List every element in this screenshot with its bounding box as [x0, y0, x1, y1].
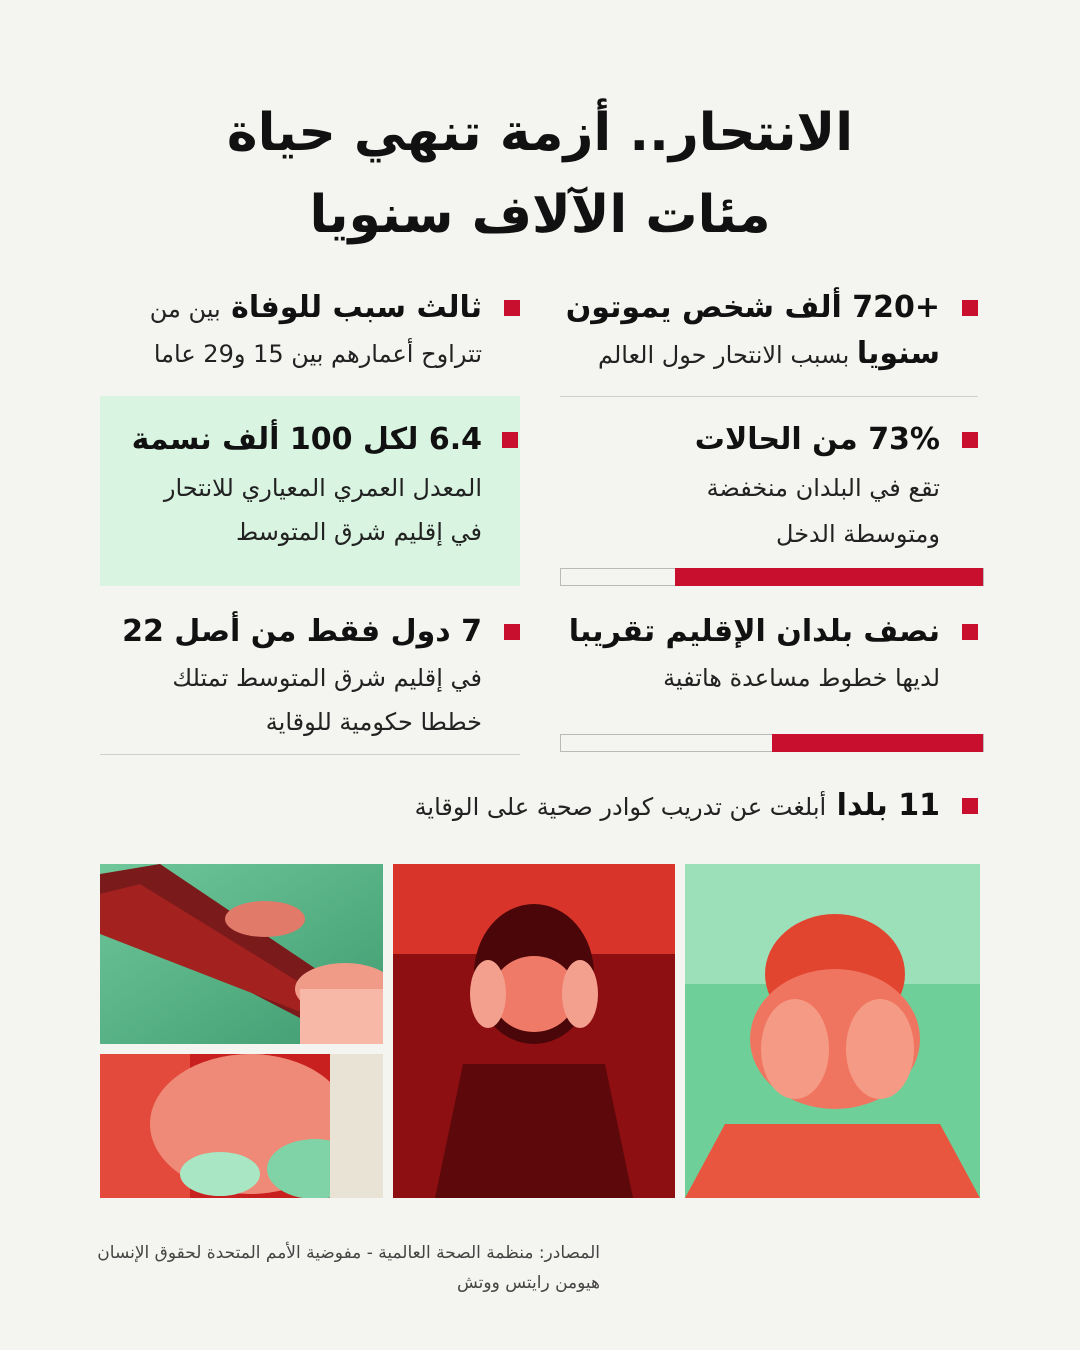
- stat-body-line-1: المعدل العمري المعياري للانتحار: [163, 474, 482, 502]
- stat-third-cause: [100, 286, 520, 386]
- stat-heading-bold: 11 بلدا: [836, 788, 940, 823]
- page-title: [0, 92, 1080, 256]
- stat-prevention-plans: [100, 610, 520, 750]
- bullet-marker: [962, 300, 978, 316]
- stat-body-line-1: لديها خطوط مساعدة هاتفية: [663, 664, 940, 692]
- stat-body-line-2: في إقليم شرق المتوسط: [235, 518, 482, 546]
- stat-rate-highlight: [100, 396, 520, 586]
- photo-man-covering-face: [685, 864, 980, 1198]
- bullet-marker: [504, 624, 520, 640]
- man-photo-image: [685, 864, 980, 1198]
- woman-photo-image: [393, 864, 675, 1198]
- source-note: [97, 1238, 600, 1298]
- divider: [560, 396, 978, 397]
- bullet-marker: [962, 798, 978, 814]
- stat-body-line-1: تقع في البلدان منخفضة: [706, 474, 940, 502]
- title-line-2: مئات الآلاف سنويا: [309, 185, 771, 245]
- stat-body-text: بسبب الانتحار حول العالم: [597, 341, 850, 369]
- stat-heading: 7 دول فقط من أصل 22: [122, 614, 482, 649]
- photo-woman-head-in-hands: [393, 864, 675, 1198]
- railing-photo-image: [100, 864, 383, 1044]
- stat-body-line-2: ومتوسطة الدخل: [776, 520, 940, 548]
- stat-heading: 73% من الحالات: [694, 422, 940, 457]
- stat-heading: 6.4 لكل 100 ألف نسمة: [131, 422, 482, 457]
- bullet-marker: [962, 624, 978, 640]
- stat-body: تتراوح أعمارهم بين 15 و29 عاما: [153, 340, 482, 368]
- stat-heading: [415, 784, 940, 829]
- stat-deaths-per-year: [560, 286, 978, 386]
- photo-hands-on-railing: [100, 864, 383, 1044]
- title-line-1: الانتحار.. أزمة تنهي حياة: [226, 103, 854, 163]
- stat-heading-rest: بين من: [149, 295, 221, 323]
- progress-bar: [560, 734, 984, 752]
- progress-bar: [560, 568, 984, 586]
- stat-body-text: أبلغت عن تدريب كوادر صحية على الوقاية: [414, 793, 827, 821]
- stat-body-bold: سنويا: [856, 336, 940, 371]
- stat-heading: +720 ألف شخص يموتون: [565, 290, 940, 325]
- progress-fill: [675, 568, 983, 586]
- progress-fill: [772, 734, 983, 752]
- stat-heading-bold: ثالث سبب للوفاة: [231, 290, 482, 325]
- stat-helplines: [560, 610, 978, 710]
- source-line-1: المصادر: منظمة الصحة العالمية - مفوضية الأمم المتحدة لحقوق الإنسان: [97, 1243, 600, 1263]
- stat-body-line-1: في إقليم شرق المتوسط تمتلك: [172, 664, 482, 692]
- stat-heading: [150, 286, 482, 331]
- clasped-hands-photo-image: [100, 1054, 383, 1198]
- photo-clasped-hands: [100, 1054, 383, 1198]
- divider: [100, 754, 520, 755]
- bullet-marker: [962, 432, 978, 448]
- bullet-marker: [502, 432, 518, 448]
- stat-heading: نصف بلدان الإقليم تقريبا: [568, 614, 940, 649]
- source-line-2: هيومن رايتس ووتش: [456, 1273, 600, 1293]
- bullet-marker: [504, 300, 520, 316]
- stat-body: [598, 332, 940, 377]
- stat-trained-staff: [100, 784, 978, 834]
- brand-logo: [868, 1236, 980, 1296]
- stat-body-line-2: خططا حكومية للوقاية: [265, 708, 482, 736]
- stat-low-income: [560, 418, 978, 558]
